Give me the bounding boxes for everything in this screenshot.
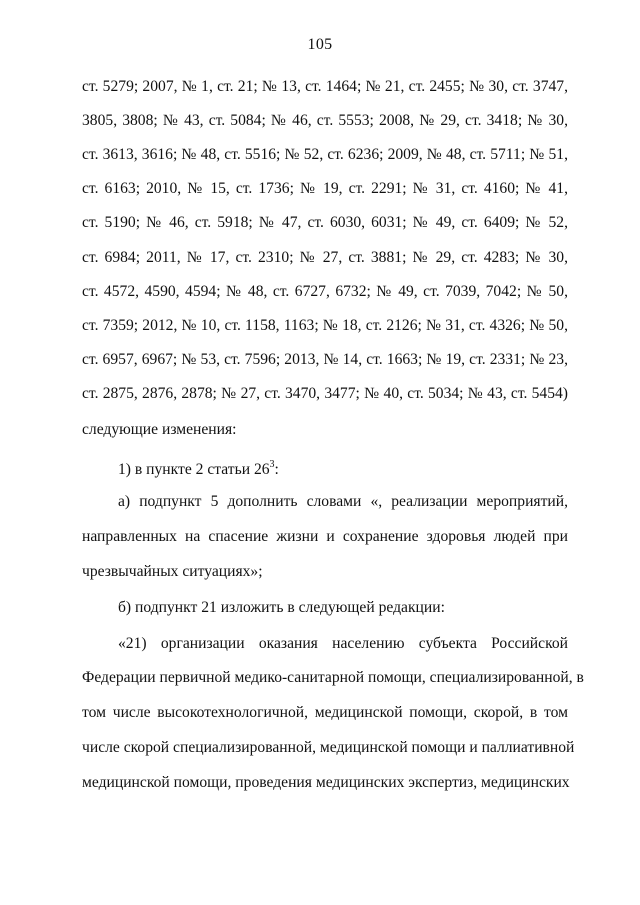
item-21-line: том числе высокотехнологичной, медицинской помощи, скорой, в том <box>82 704 568 721</box>
text-line: ст. 6163; 2010, № 15, ст. 1736; № 19, ст. 2291; № 31, ст. 4160; № 41, <box>82 180 568 197</box>
item-1: 1) в пункте 2 статьи $26^3$: <box>118 459 279 479</box>
text-line: ст. 3613, 3616; № 48, ст. 5516; № 52, ст. 6236; 2009, № 48, ст. 5711; № 51, <box>82 146 568 163</box>
item-21-line: Федерации первичной медико-санитарной помощи, специализированной, в <box>82 669 584 686</box>
text-line: 3805, 3808; № 43, ст. 5084; № 46, ст. 5553; 2008, № 29, ст. 3418; № 30, <box>82 112 568 129</box>
item-21-line: медицинской помощи, проведения медицинских экспертиз, медицинских <box>82 774 570 791</box>
text-line: ст. 6984; 2011, № 17, ст. 2310; № 27, ст. 3881; № 29, ст. 4283; № 30, <box>82 249 568 266</box>
item-b: б) подпункт 21 изложить в следующей редакции: <box>118 599 445 616</box>
text-line: ст. 5279; 2007, № 1, ст. 21; № 13, ст. 1464; № 21, ст. 2455; № 30, ст. 3747, <box>82 78 568 95</box>
text-line: ст. 7359; 2012, № 10, ст. 1158, 1163; № 18, ст. 2126; № 31, ст. 4326; № 50, <box>82 317 568 334</box>
item-a-line: чрезвычайных ситуациях»; <box>82 563 263 580</box>
page-number: 105 <box>307 36 333 53</box>
text-line: следующие изменения: <box>82 421 237 438</box>
text-line: ст. 2875, 2876, 2878; № 27, ст. 3470, 3477; № 40, ст. 5034; № 43, ст. 5454) <box>82 385 568 402</box>
item-a-line: направленных на спасение жизни и сохранение здоровья людей при <box>82 528 568 545</box>
text-line: ст. 6957, 6967; № 53, ст. 7596; 2013, № 14, ст. 1663; № 19, ст. 2331; № 23, <box>82 351 568 368</box>
item-21-line: «21) организации оказания населению субъекта Российской <box>118 635 568 652</box>
item-21-line: числе скорой специализированной, медицинской помощи и паллиативной <box>82 739 575 756</box>
item-a-line: а) подпункт 5 дополнить словами «, реализации мероприятий, <box>118 493 568 510</box>
text-line: ст. 4572, 4590, 4594; № 48, ст. 6727, 6732; № 49, ст. 7039, 7042; № 50, <box>82 283 568 300</box>
text-line: ст. 5190; № 46, ст. 5918; № 47, ст. 6030, 6031; № 49, ст. 6409; № 52, <box>82 214 568 231</box>
